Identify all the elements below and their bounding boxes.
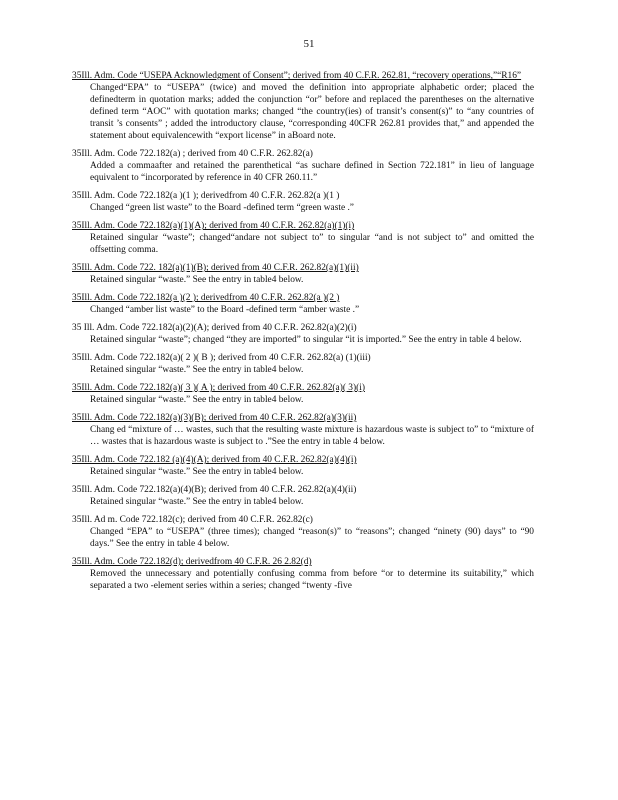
citation-text: 35Ill. Adm. Code 722.182(d); derivedfrom 40 C.F.R. 26 2.82(d) bbox=[72, 557, 312, 567]
entry-6 bbox=[72, 292, 534, 316]
entry-heading bbox=[72, 556, 534, 568]
entry-description: Retained singular “waste.” See the entry in table4 below. bbox=[90, 395, 304, 405]
entry-description: Changed “EPA” to “USEPA” (three times); changed “reason(s)” to “reasons”; changed “ninety (90) days” to “90 days.” See the entry in table 4 below. bbox=[90, 527, 534, 549]
entry-heading bbox=[72, 484, 534, 496]
entry-heading bbox=[72, 454, 534, 466]
citation-text: 35Ill. Adm. Code 722. 182(a)(1)(B); derived from 40 C.F.R. 262.82(a)(1)(ii) bbox=[72, 263, 359, 273]
entry-12 bbox=[72, 484, 534, 508]
entry-2 bbox=[72, 148, 534, 184]
citation-text: 35Ill. Ad m. Code 722.182(c); derived from 40 C.F.R. 262.82(c) bbox=[72, 515, 313, 525]
entry-10 bbox=[72, 412, 534, 448]
citation-text: 35Ill. Adm. Code 722.182(a)(1)(A); derived from 40 C.F.R. 262.82(a)(1)(i) bbox=[72, 221, 355, 231]
entry-description: Retained singular “waste”; changed “they are imported” to singular “it is imported.” See the entry in table 4 below. bbox=[90, 335, 522, 345]
entry-description: Retained singular “waste”; changed“andare not subject to” to singular “and is not subject to” and omitted the offsetting comma. bbox=[90, 233, 534, 255]
citation-text: 35Ill. Adm. Code 722.182(a)(4)(B); derived from 40 C.F.R. 262.82(a)(4)(ii) bbox=[72, 485, 357, 495]
entry-13 bbox=[72, 514, 534, 550]
entry-description: Retained singular “waste.” See the entry in table4 below. bbox=[90, 497, 304, 507]
entry-heading bbox=[72, 262, 534, 274]
citation-text: 35Ill. Adm. Code 722.182(a )(2 ); derivedfrom 40 C.F.R. 262.82(a )(2 ) bbox=[72, 293, 340, 303]
citation-text: 35Ill. Adm. Code 722.182(a )(1 ); derivedfrom 40 C.F.R. 262.82(a )(1 ) bbox=[72, 191, 340, 201]
citation-text: 35Ill. Adm. Code 722.182(a)( 2 )( B ); derived from 40 C.F.R. 262.82(a) (1)(iii) bbox=[72, 353, 371, 363]
document-body bbox=[72, 70, 534, 598]
entry-1 bbox=[72, 70, 534, 142]
entry-8 bbox=[72, 352, 534, 376]
entry-heading bbox=[72, 190, 534, 202]
entry-heading bbox=[72, 292, 534, 304]
citation-text: 35Ill. Adm. Code “USEPA Acknowledgment of Consent”; derived from 40 C.F.R. 262.81, “recovery operations,”“R16” bbox=[72, 71, 522, 81]
entry-description: Added a commaafter and retained the parenthetical “as suchare defined in Section 722.181” in lieu of language equivalent to “incorporated by reference in 40 CFR 260.11.” bbox=[90, 161, 534, 183]
entry-description: Changed“EPA” to “USEPA” (twice) and moved the definition into appropriate alphabetic order; placed the definedterm in quotation marks; added the conjunction “or” before and replaced the parentheses on the alternative defined term “AOC” with quotation marks; changed “the country(ies) of transit’s consent(s)” to “any countries of transit ’s consents” ; added the introductory clause, “corresponding 40CFR 262.81 provides that,” and appended the statement about equivalencewith “export license” in aBoard note. bbox=[90, 83, 534, 141]
entry-heading bbox=[72, 352, 534, 364]
entry-heading bbox=[72, 322, 534, 334]
citation-text: 35Ill. Adm. Code 722.182 (a)(4)(A); derived from 40 C.F.R. 262.82(a)(4)(i) bbox=[72, 455, 357, 465]
entry-14 bbox=[72, 556, 534, 592]
entry-description: Retained singular “waste.” See the entry in table4 below. bbox=[90, 275, 304, 285]
entry-7 bbox=[72, 322, 534, 346]
citation-text: 35 Ill. Adm. Code 722.182(a)(2)(A); derived from 40 C.F.R. 262.82(a)(2)(i) bbox=[72, 323, 357, 333]
entry-description: Changed “green list waste” to the Board -defined term “green waste .” bbox=[90, 203, 354, 213]
entry-heading bbox=[72, 514, 534, 526]
citation-text: 35Ill. Adm. Code 722.182(a)(3)(B); derived from 40 C.F.R. 262.82(a)(3)(ii) bbox=[72, 413, 357, 423]
entry-description: Retained singular “waste.” See the entry in table4 below. bbox=[90, 467, 304, 477]
citation-text: 35Ill. Adm. Code 722.182(a)( 3 )( A ); derived from 40 C.F.R. 262.82(a)( 3)(i) bbox=[72, 383, 365, 393]
entry-9 bbox=[72, 382, 534, 406]
entry-description: Retained singular “waste.” See the entry in table4 below. bbox=[90, 365, 304, 375]
entry-heading bbox=[72, 412, 534, 424]
entry-3 bbox=[72, 190, 534, 214]
citation-text: 35Ill. Adm. Code 722.182(a) ; derived from 40 C.F.R. 262.82(a) bbox=[72, 149, 313, 159]
entry-description: Removed the unnecessary and potentially confusing comma from before “or to determine its suitability,” which separated a two -element series within a series; changed “twenty -five bbox=[90, 569, 534, 591]
entry-5 bbox=[72, 262, 534, 286]
entry-description: Chang ed “mixture of … wastes, such that the resulting waste mixture is hazardous waste is subject to” to “mixture of … wastes that is hazardous waste is subject to .”See the entry in table 4 below. bbox=[90, 425, 534, 447]
entry-description: Changed “amber list waste” to the Board -defined term “amber waste .” bbox=[90, 305, 360, 315]
entry-heading bbox=[72, 220, 534, 232]
entry-heading bbox=[72, 382, 534, 394]
entry-11 bbox=[72, 454, 534, 478]
entry-heading bbox=[72, 148, 534, 160]
page-number: 51 bbox=[303, 38, 315, 50]
entry-heading bbox=[72, 70, 534, 82]
entry-4 bbox=[72, 220, 534, 256]
